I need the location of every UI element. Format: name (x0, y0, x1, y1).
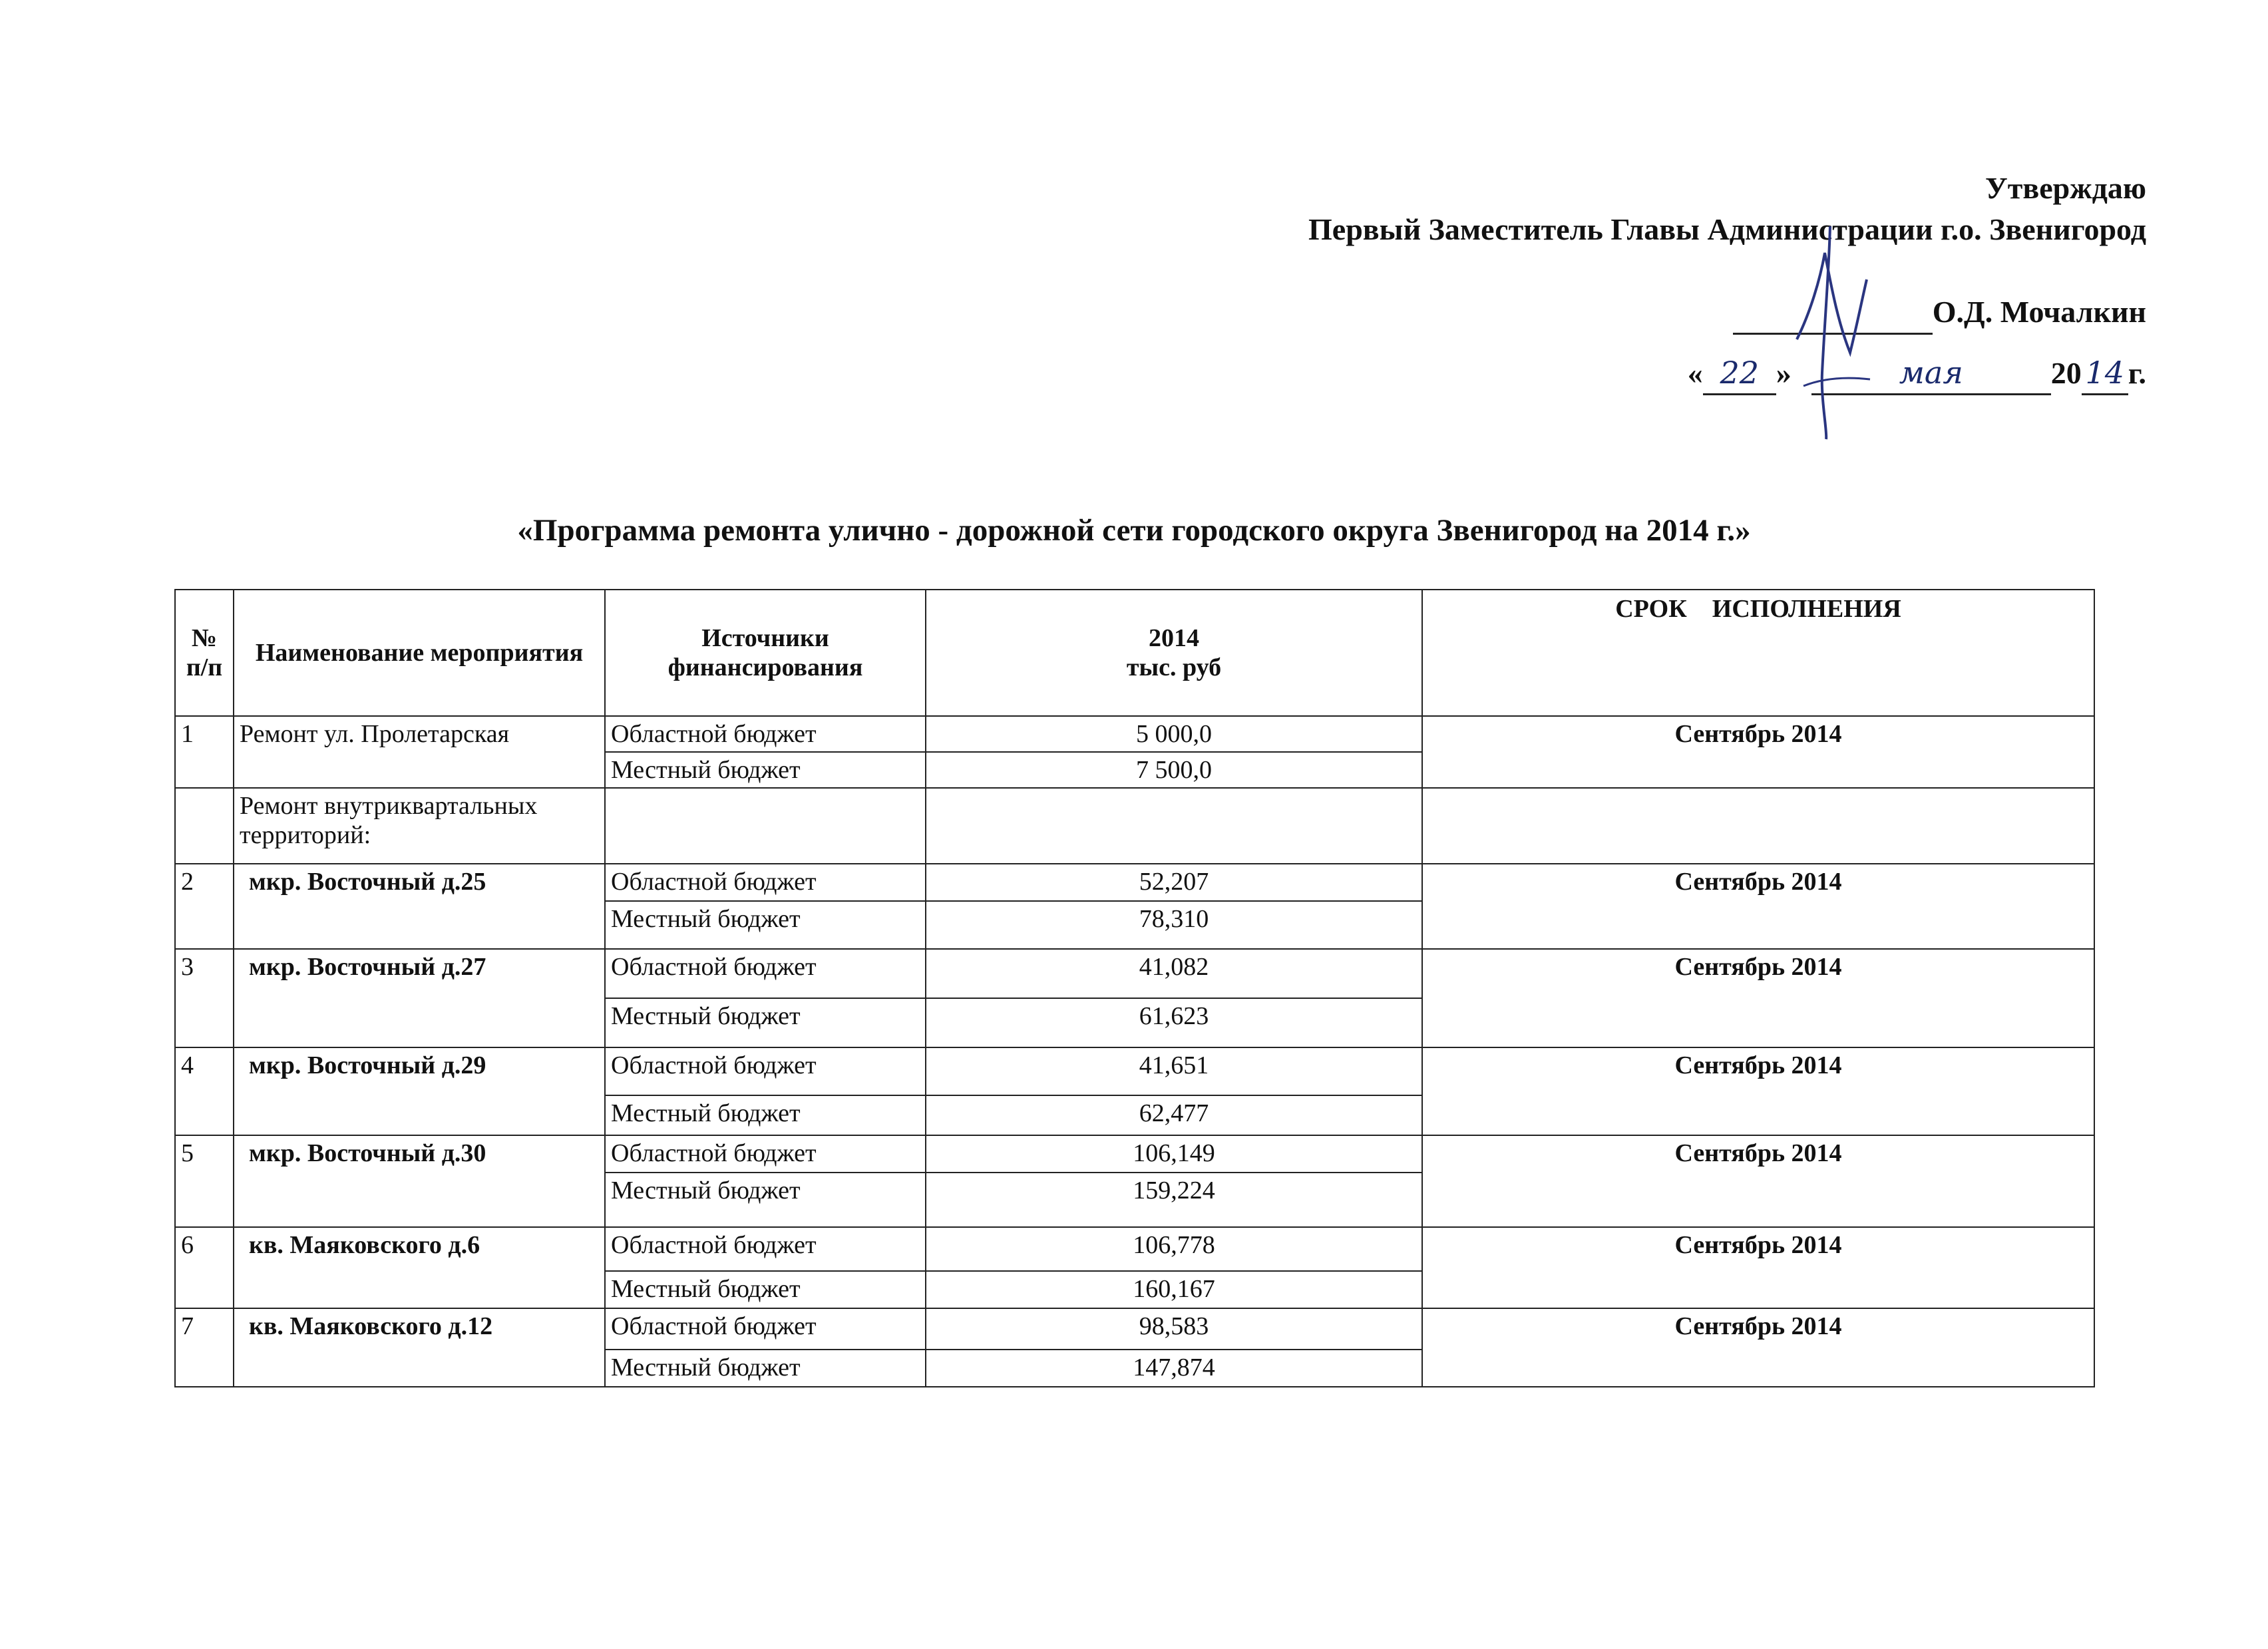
row-local-amount: 159,224 (926, 1173, 1422, 1227)
row-regional-source: Областной бюджет (605, 864, 926, 901)
section-source-empty (605, 788, 926, 864)
row-term: Сентябрь 2014 (1422, 716, 2094, 788)
row-local-source: Местный бюджет (605, 1095, 926, 1135)
row-regional-source: Областной бюджет (605, 716, 926, 752)
row-name: кв. Маяковского д.12 (234, 1308, 605, 1387)
row-name: Ремонт ул. Пролетарская (234, 716, 605, 788)
header-num-line2: п/п (186, 653, 223, 681)
header-source-line1: Источники (701, 624, 829, 652)
row-regional-amount: 52,207 (926, 864, 1422, 901)
row-regional-amount: 98,583 (926, 1308, 1422, 1350)
repair-program-table (174, 589, 2095, 1387)
section-num-empty (175, 788, 234, 864)
header-source-line2: финансирования (667, 653, 863, 681)
row-regional-amount: 41,082 (926, 949, 1422, 998)
table-header-row (175, 590, 2094, 716)
row-term: Сентябрь 2014 (1422, 1135, 2094, 1227)
row-num: 6 (175, 1227, 234, 1308)
row-term: Сентябрь 2014 (1422, 1047, 2094, 1135)
row-local-source: Местный бюджет (605, 901, 926, 949)
header-amount (926, 590, 1422, 716)
row-term: Сентябрь 2014 (1422, 1227, 2094, 1308)
row-name: мкр. Восточный д.25 (234, 864, 605, 949)
section-row (175, 788, 2094, 864)
table-row (175, 1047, 2094, 1095)
row-regional-amount: 106,149 (926, 1135, 1422, 1173)
row-local-amount: 160,167 (926, 1271, 1422, 1308)
date-year-end: г. (2128, 356, 2146, 390)
row-regional-amount: 41,651 (926, 1047, 1422, 1095)
header-term: СРОК ИСПОЛНЕНИЯ (1422, 590, 2094, 716)
row-local-source: Местный бюджет (605, 752, 926, 788)
row-name: кв. Маяковского д.6 (234, 1227, 605, 1308)
row-regional-amount: 5 000,0 (926, 716, 1422, 752)
row-local-source: Местный бюджет (605, 998, 926, 1047)
header-name: Наименование мероприятия (234, 590, 605, 716)
row-regional-source: Областной бюджет (605, 1227, 926, 1271)
row-local-amount: 147,874 (926, 1350, 1422, 1387)
row-num: 2 (175, 864, 234, 949)
table-row (175, 1308, 2094, 1350)
table-row (175, 1227, 2094, 1271)
section-label: Ремонт внутриквартальных территорий: (234, 788, 605, 864)
row-regional-source: Областной бюджет (605, 1308, 926, 1350)
row-term: Сентябрь 2014 (1422, 949, 2094, 1047)
row-num: 7 (175, 1308, 234, 1387)
row-num: 4 (175, 1047, 234, 1135)
row-local-amount: 62,477 (926, 1095, 1422, 1135)
row-name: мкр. Восточный д.27 (234, 949, 605, 1047)
approval-block (1081, 168, 2146, 395)
date-year-suffix: 14 (2082, 352, 2128, 395)
row-term: Сентябрь 2014 (1422, 864, 2094, 949)
section-term-empty (1422, 788, 2094, 864)
row-num: 1 (175, 716, 234, 788)
approver-position: Первый Заместитель Главы Администрации г.о. Звенигород (1308, 212, 2146, 246)
date-close-quote: » (1776, 356, 1792, 390)
row-num: 5 (175, 1135, 234, 1227)
row-local-amount: 7 500,0 (926, 752, 1422, 788)
header-source (605, 590, 926, 716)
table-row (175, 1135, 2094, 1173)
row-local-source: Местный бюджет (605, 1173, 926, 1227)
row-local-amount: 78,310 (926, 901, 1422, 949)
date-open-quote: « (1687, 356, 1703, 390)
signer-name: О.Д. Мочалкин (1932, 295, 2146, 329)
signer-line (1081, 291, 2146, 335)
approval-date (1081, 352, 2146, 395)
table-row (175, 949, 2094, 998)
document-title: «Программа ремонта улично - дорожной сети городского округа Звенигород на 2014 г.» (517, 513, 1751, 548)
handwritten-signature (1784, 220, 1890, 446)
date-year-prefix: 20 (2050, 356, 2082, 390)
row-local-source: Местный бюджет (605, 1271, 926, 1308)
header-amount-line1: 2014 (1149, 624, 1199, 652)
row-regional-source: Областной бюджет (605, 1047, 926, 1095)
header-num-line1: № (191, 624, 218, 652)
row-regional-source: Областной бюджет (605, 949, 926, 998)
table-row (175, 716, 2094, 752)
approve-label: Утверждаю (1985, 171, 2146, 205)
row-local-source: Местный бюджет (605, 1350, 926, 1387)
date-month: мая (1811, 352, 2051, 395)
spacer (1081, 250, 2146, 291)
row-name: мкр. Восточный д.30 (234, 1135, 605, 1227)
section-amount-empty (926, 788, 1422, 864)
row-regional-source: Областной бюджет (605, 1135, 926, 1173)
row-num: 3 (175, 949, 234, 1047)
header-amount-line2: тыс. руб (1126, 653, 1222, 681)
row-regional-amount: 106,778 (926, 1227, 1422, 1271)
row-local-amount: 61,623 (926, 998, 1422, 1047)
header-num (175, 590, 234, 716)
row-name: мкр. Восточный д.29 (234, 1047, 605, 1135)
row-term: Сентябрь 2014 (1422, 1308, 2094, 1387)
table-row (175, 864, 2094, 901)
date-day: 22 (1703, 352, 1776, 395)
